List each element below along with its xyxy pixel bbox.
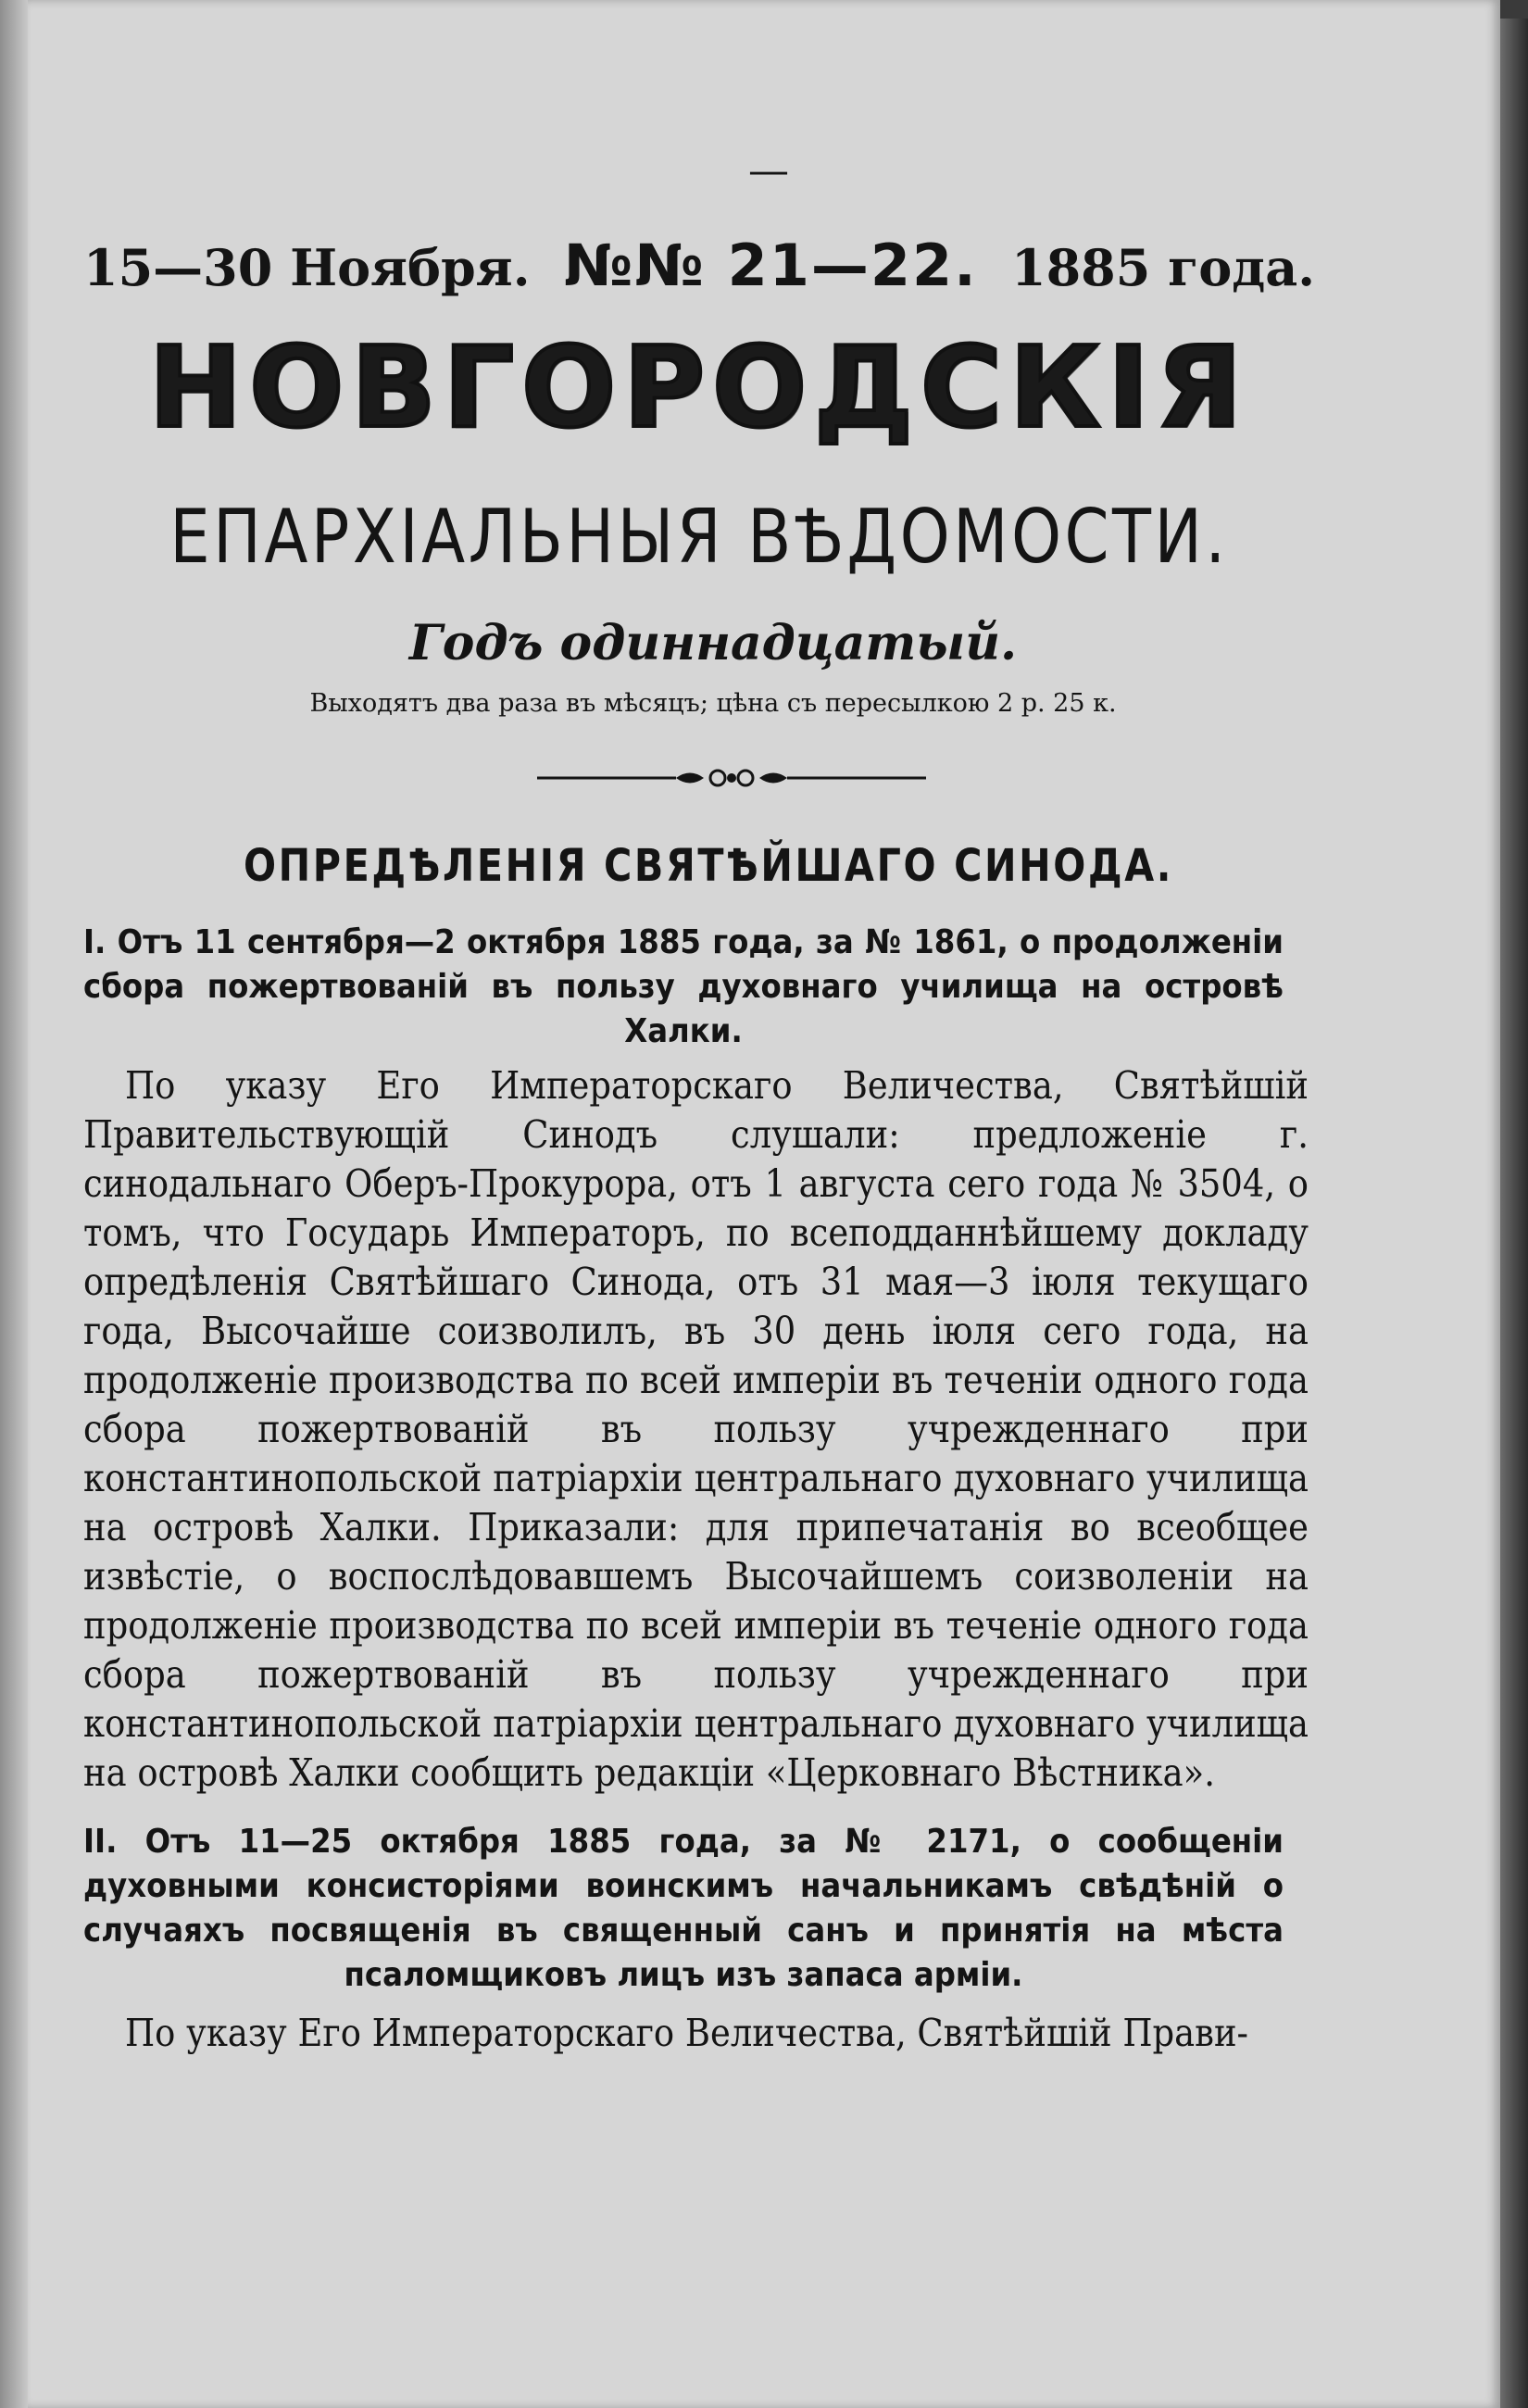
issue-date-range: 15—30 Ноября.: [83, 238, 531, 297]
decree-1-body: По указу Его Императорскаго Величества, Святѣйшій Правительствующій Синодъ слушали: предложеніе г. синодальнаго Оберъ-Прокурора, отъ 1 августа сего года № 3504, о томъ, что Государь Императоръ, по всеподданнѣйшему докладу опредѣленія Святѣйшаго Синода, отъ 31 мая—3 іюля текущаго года, Высочайше соизволилъ, въ 30 день іюля сего года, на продолженіе производства по всей имперіи въ теченіи одного года сбора пожертвованій въ пользу учрежденнаго при константинопольской патріархіи центральнаго духовнаго училища на островѣ Халки. Приказали: для припечатанія во всеобщее извѣстіе, о воспослѣдовавшемъ Высочайшемъ соизволеніи на продолженіе производства по всей имперіи въ теченіе одного года сбора пожертвованій въ пользу учрежденнаго при константинопольской патріархіи центральнаго духовнаго училища на островѣ Халки сообщить редакціи «Церковнаго Вѣстника».: [83, 1063, 1309, 1795]
section-title: ОПРЕДѢЛЕНІЯ СВЯТѢЙШАГО СИНОДА.: [243, 840, 1174, 892]
page-sheet: [28, 0, 1500, 2408]
decree-2-heading: II. Отъ 11—25 октября 1885 года, за № 2171, о сообщеніи духовными консисторіями воинскимъ начальникамъ свѣдѣній о случаяхъ посвященія въ священный санъ и принятія на мѣста псаломщиковъ лицъ изъ запаса арміи.: [83, 1823, 1284, 1994]
masthead-title: НОВГОРОДСКІЯ: [148, 324, 1250, 453]
issue-dateline: [83, 232, 1315, 306]
issue-number: №№ 21—22.: [563, 232, 978, 299]
left-page-edge: [0, 0, 28, 2408]
decree-2-body: По указу Его Императорскаго Величества, Святѣйшій Прави-: [125, 2011, 1249, 2055]
decree-1-heading: I. Отъ 11 сентября—2 октября 1885 года, за № 1861, о продолженіи сбора пожертвованій въ пользу духовнаго училища на островѣ Халки.: [83, 923, 1284, 1050]
masthead-subtitle: ЕПАРХІАЛЬНЫЯ ВѢДОМОСТИ.: [169, 494, 1229, 580]
issue-year: 1885 года.: [1011, 238, 1315, 297]
publication-year-line: Годъ одиннадцатый.: [408, 615, 1018, 671]
page-number-dash: —: [748, 147, 789, 194]
page-content: [83, 148, 1315, 2058]
price-info: Выходятъ два раза въ мѣсяцъ; цѣна съ пересылкою 2 р. 25 к.: [309, 689, 1117, 718]
right-page-edge: [1500, 19, 1528, 2408]
ornament-divider-icon: [537, 764, 926, 792]
